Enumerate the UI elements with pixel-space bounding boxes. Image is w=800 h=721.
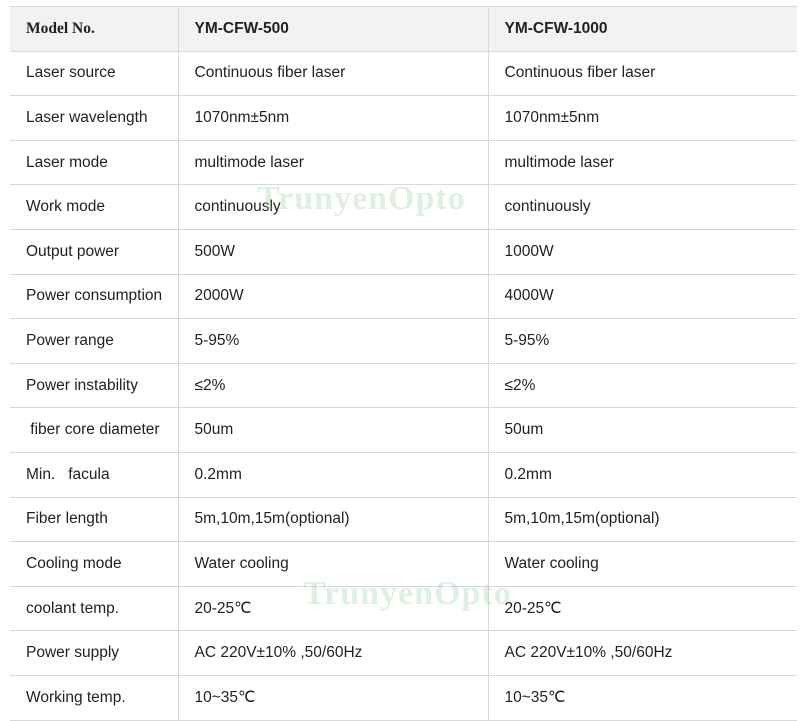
value-model-a: 5m,10m,15m(optional) — [178, 497, 488, 542]
table-row — [10, 229, 797, 274]
value-model-b: continuously — [488, 185, 797, 230]
value-model-a: 500W — [178, 229, 488, 274]
param-name: Laser mode — [10, 140, 178, 185]
value-model-b: AC 220V±10% ,50/60Hz — [488, 631, 797, 676]
value-model-a: 50um — [178, 408, 488, 453]
header-model-b: YM-CFW-1000 — [488, 7, 797, 52]
table-row — [10, 185, 797, 230]
table-row — [10, 452, 797, 497]
table-row — [10, 542, 797, 587]
value-model-a: continuously — [178, 185, 488, 230]
param-name: fiber core diameter — [10, 408, 178, 453]
value-model-b: 50um — [488, 408, 797, 453]
table-row — [10, 408, 797, 453]
table-row — [10, 497, 797, 542]
param-name: Power supply — [10, 631, 178, 676]
param-name: Working temp. — [10, 675, 178, 720]
value-model-a: 20-25℃ — [178, 586, 488, 631]
table-row — [10, 51, 797, 96]
value-model-b: 0.2mm — [488, 452, 797, 497]
table-row — [10, 96, 797, 141]
value-model-b: 20-25℃ — [488, 586, 797, 631]
value-model-a: AC 220V±10% ,50/60Hz — [178, 631, 488, 676]
param-name: Min. facula — [10, 452, 178, 497]
table-row — [10, 140, 797, 185]
param-name: Output power — [10, 229, 178, 274]
param-name: Cooling mode — [10, 542, 178, 587]
param-name: Fiber length — [10, 497, 178, 542]
param-name: Power instability — [10, 363, 178, 408]
value-model-a: Water cooling — [178, 542, 488, 587]
value-model-a: 10~35℃ — [178, 675, 488, 720]
header-model-label: Model No. — [10, 7, 178, 52]
value-model-b: ≤2% — [488, 363, 797, 408]
table-row — [10, 319, 797, 364]
table-row — [10, 274, 797, 319]
value-model-b: Water cooling — [488, 542, 797, 587]
value-model-b: 4000W — [488, 274, 797, 319]
value-model-b: 1000W — [488, 229, 797, 274]
param-name: Laser wavelength — [10, 96, 178, 141]
spec-table — [10, 6, 797, 721]
value-model-b: multimode laser — [488, 140, 797, 185]
value-model-b: 10~35℃ — [488, 675, 797, 720]
table-header — [10, 7, 797, 52]
watermark-bottom: TrunyenOpto — [303, 575, 512, 612]
table-row — [10, 631, 797, 676]
value-model-b: 1070nm±5nm — [488, 96, 797, 141]
value-model-a: 1070nm±5nm — [178, 96, 488, 141]
value-model-a: 0.2mm — [178, 452, 488, 497]
param-name: Power range — [10, 319, 178, 364]
value-model-a: 2000W — [178, 274, 488, 319]
param-name: Work mode — [10, 185, 178, 230]
value-model-a: 5-95% — [178, 319, 488, 364]
value-model-b: 5-95% — [488, 319, 797, 364]
value-model-a: ≤2% — [178, 363, 488, 408]
table-row — [10, 586, 797, 631]
param-name: Laser source — [10, 51, 178, 96]
table-row — [10, 363, 797, 408]
header-model-a: YM-CFW-500 — [178, 7, 488, 52]
value-model-a: multimode laser — [178, 140, 488, 185]
watermark-top: TrunyenOpto — [257, 180, 466, 217]
header-row — [10, 7, 797, 52]
value-model-a: Continuous fiber laser — [178, 51, 488, 96]
table-body — [10, 51, 797, 720]
value-model-b: Continuous fiber laser — [488, 51, 797, 96]
param-name: Power consumption — [10, 274, 178, 319]
value-model-b: 5m,10m,15m(optional) — [488, 497, 797, 542]
table-row — [10, 675, 797, 720]
param-name: coolant temp. — [10, 586, 178, 631]
